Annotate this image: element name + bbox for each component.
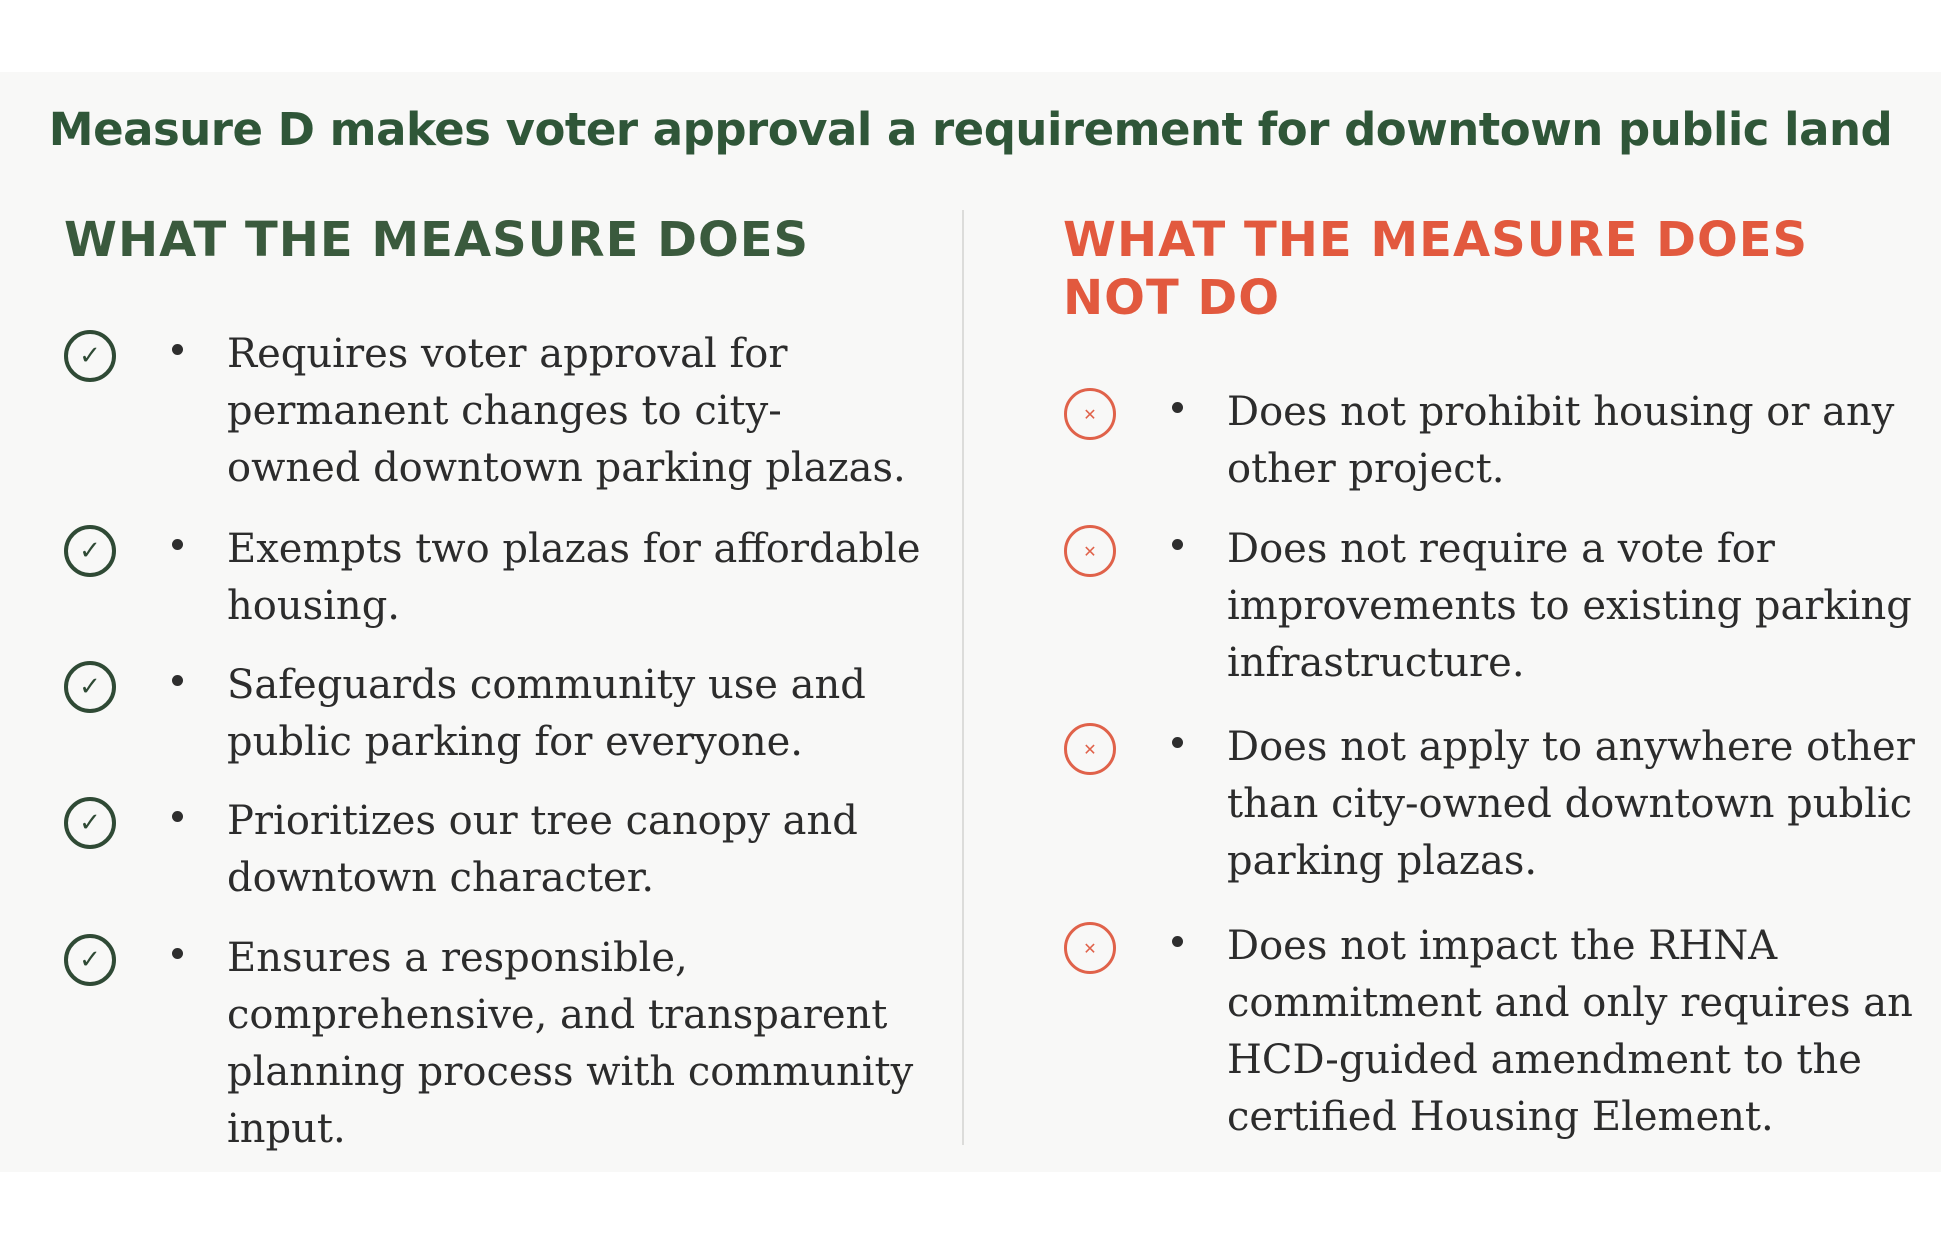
bullet — [172, 675, 183, 686]
bullet — [172, 344, 183, 355]
bullet — [1172, 737, 1183, 748]
text-line: Does not impact the RHNA — [1227, 923, 1778, 969]
x-circle-icon: ✕ — [1064, 723, 1116, 775]
text-line: permanent changes to city- — [227, 388, 782, 434]
text-line: other project. — [1227, 446, 1505, 492]
bullet — [172, 948, 183, 959]
bullet — [1172, 402, 1183, 413]
does-item-text — [227, 657, 866, 771]
text-line: HCD-guided amendment to the — [1227, 1037, 1862, 1083]
does-item-text — [227, 930, 913, 1158]
does-not-heading-line: NOT DO — [1063, 270, 1281, 326]
does-not-item-text — [1227, 719, 1915, 890]
check-circle-icon: ✓ — [64, 934, 116, 986]
does-not-item-text — [1227, 384, 1894, 498]
text-line: Does not apply to anywhere other — [1227, 724, 1915, 770]
x-circle-icon: ✕ — [1064, 922, 1116, 974]
does-item-text — [227, 521, 921, 635]
bullet — [1172, 936, 1183, 947]
text-line: planning process with community — [227, 1049, 914, 1095]
does-not-heading-line: WHAT THE MEASURE DOES — [1063, 212, 1809, 268]
bullet — [172, 539, 183, 550]
text-line: housing. — [227, 583, 401, 629]
text-line: parking plazas. — [1227, 838, 1538, 884]
check-circle-icon: ✓ — [64, 330, 116, 382]
text-line: Requires voter approval for — [227, 331, 788, 377]
text-line: Does not prohibit housing or any — [1227, 389, 1895, 435]
x-circle-icon: ✕ — [1064, 525, 1116, 577]
text-line: Does not require a vote for — [1227, 526, 1775, 572]
does-not-item-text — [1227, 521, 1912, 692]
x-circle-icon: ✕ — [1064, 388, 1116, 440]
text-line: input. — [227, 1106, 346, 1152]
text-line: Exempts two plazas for affordable — [227, 526, 921, 572]
text-line: comprehensive, and transparent — [227, 992, 888, 1038]
text-line: infrastructure. — [1227, 640, 1525, 686]
text-line: than city-owned downtown public — [1227, 781, 1913, 827]
text-line: commitment and only requires an — [1227, 980, 1913, 1026]
text-line: public parking for everyone. — [227, 719, 803, 765]
text-line: improvements to existing parking — [1227, 583, 1912, 629]
text-line: owned downtown parking plazas. — [227, 445, 906, 491]
does-not-item-text — [1227, 918, 1913, 1146]
page-title: Measure D makes voter approval a requirement for downtown public land — [48, 103, 1893, 156]
bullet — [1172, 539, 1183, 550]
does-item-text — [227, 326, 906, 497]
text-line: Prioritizes our tree canopy and — [227, 798, 858, 844]
does-item-text — [227, 793, 858, 907]
check-circle-icon: ✓ — [64, 797, 116, 849]
text-line: downtown character. — [227, 855, 655, 901]
does-heading: WHAT THE MEASURE DOES — [64, 212, 810, 268]
bullet — [172, 811, 183, 822]
check-circle-icon: ✓ — [64, 525, 116, 577]
does-not-heading — [1063, 211, 1883, 327]
text-line: Ensures a responsible, — [227, 935, 688, 981]
check-circle-icon: ✓ — [64, 661, 116, 713]
column-divider — [962, 210, 964, 1145]
text-line: Safeguards community use and — [227, 662, 866, 708]
text-line: certified Housing Element. — [1227, 1094, 1774, 1140]
